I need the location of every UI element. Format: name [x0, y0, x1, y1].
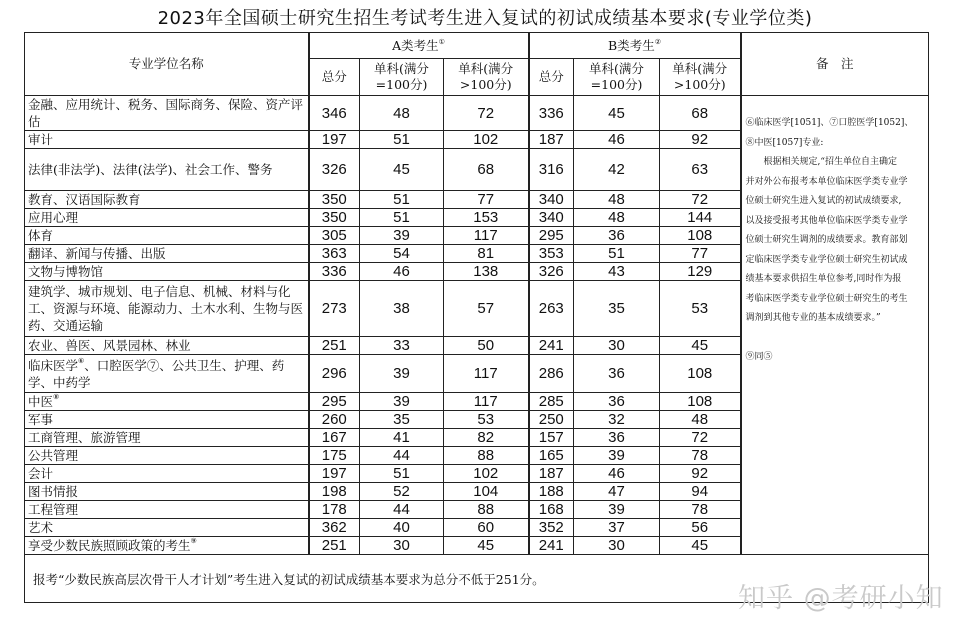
score-b-single-gt100: 63: [660, 149, 741, 191]
score-b-single100: 47: [574, 483, 660, 501]
score-a-total: 198: [309, 483, 360, 501]
score-a-single-gt100: 82: [444, 429, 529, 447]
major-name: [25, 465, 309, 483]
score-a-single-gt100: 57: [444, 281, 529, 337]
header-group-a: A类考生①: [309, 33, 529, 59]
header-a-single-gt100: 单科(满分>100分): [444, 59, 529, 96]
score-table: [24, 32, 929, 603]
major-name: [25, 519, 309, 537]
remark-line: 并对外公布报考本单位临床医学类专业学: [745, 176, 908, 187]
major-name: [25, 411, 309, 429]
remark-line: [746, 329, 925, 349]
score-a-total: 296: [309, 355, 360, 393]
footnote-mark: ⑧: [53, 393, 60, 401]
score-b-single100: 46: [574, 131, 660, 149]
major-name: [25, 149, 309, 191]
score-a-total: 305: [309, 227, 360, 245]
score-b-total: 340: [529, 209, 574, 227]
score-a-single-gt100: 60: [444, 519, 529, 537]
major-name-text: 工程管理: [28, 502, 79, 517]
score-a-total: 175: [309, 447, 360, 465]
remark-line: 根据相关规定,“招生单位自主确定: [745, 157, 897, 167]
major-name: [25, 227, 309, 245]
score-a-single100: 45: [360, 149, 444, 191]
score-a-total: 167: [309, 429, 360, 447]
score-a-total: 251: [309, 537, 360, 555]
score-b-single100: 48: [574, 191, 660, 209]
score-b-single100: 36: [574, 393, 660, 411]
score-a-single100: 39: [360, 227, 444, 245]
score-b-single-gt100: 108: [660, 393, 741, 411]
remark-line: 位硕士研究生调剂的成绩要求。教育部划: [745, 235, 908, 245]
score-b-total: 187: [529, 131, 574, 149]
score-a-single100: 35: [360, 411, 444, 429]
score-b-total: 295: [529, 227, 574, 245]
major-name: [25, 537, 309, 555]
score-a-total: 197: [309, 131, 360, 149]
major-name: [25, 209, 309, 227]
score-a-single100: 40: [360, 519, 444, 537]
header-b-total: 总分: [529, 59, 574, 96]
major-name: [25, 501, 309, 519]
score-b-single-gt100: 92: [660, 131, 741, 149]
major-name: [25, 337, 309, 355]
major-name-text: 会计: [28, 466, 54, 481]
major-name-text: 文物与博物馆: [28, 264, 104, 279]
score-b-total: 352: [529, 519, 574, 537]
major-name: [25, 355, 309, 393]
major-name: [25, 263, 309, 281]
score-b-single-gt100: 78: [660, 501, 741, 519]
score-b-total: 340: [529, 191, 574, 209]
score-a-total: 260: [309, 411, 360, 429]
major-name-text: 金融、应用统计、税务、国际商务、保险、资产评估: [28, 97, 304, 129]
score-b-single100: 46: [574, 465, 660, 483]
major-name-text: 中医: [28, 394, 54, 409]
score-b-single-gt100: 53: [660, 281, 741, 337]
score-a-single-gt100: 104: [444, 483, 529, 501]
major-name-text: 教育、汉语国际教育: [28, 192, 141, 207]
score-b-total: 188: [529, 483, 574, 501]
score-b-single-gt100: 108: [660, 355, 741, 393]
header-b-single-gt100: 单科(满分>100分): [660, 59, 741, 96]
score-a-total: 350: [309, 209, 360, 227]
remark-line: 定临床医学类专业学位硕士研究生初试成: [745, 254, 908, 265]
score-a-total: 363: [309, 245, 360, 263]
score-a-single-gt100: 81: [444, 245, 529, 263]
score-b-single100: 39: [574, 501, 660, 519]
score-a-total: 346: [309, 96, 360, 131]
score-a-single-gt100: 102: [444, 131, 529, 149]
score-b-single-gt100: 48: [660, 411, 741, 429]
remark-line: 考临床医学类专业学位硕士研究生的考生: [745, 293, 908, 304]
score-a-single100: 51: [360, 191, 444, 209]
score-b-total: 286: [529, 355, 574, 393]
table-row: [25, 96, 929, 131]
score-a-single-gt100: 117: [444, 355, 529, 393]
score-a-single-gt100: 88: [444, 501, 529, 519]
major-name: [25, 393, 309, 411]
score-b-single100: 36: [574, 429, 660, 447]
major-name-text: 体育: [28, 228, 54, 243]
score-b-single-gt100: 45: [660, 337, 741, 355]
major-name-text: 法律(非法学)、法律(法学)、社会工作、警务: [28, 162, 273, 177]
watermark: 知乎 @考研小知: [738, 583, 944, 614]
score-b-single100: 37: [574, 519, 660, 537]
score-b-total: 241: [529, 537, 574, 555]
major-name: [25, 483, 309, 501]
score-b-single-gt100: 94: [660, 483, 741, 501]
score-b-single100: 30: [574, 537, 660, 555]
score-a-single-gt100: 53: [444, 411, 529, 429]
score-a-single-gt100: 88: [444, 447, 529, 465]
score-a-total: 197: [309, 465, 360, 483]
major-name-suffix: 、口腔医学⑦、公共卫生、护理、药学、中药学: [28, 357, 285, 390]
score-b-total: 187: [529, 465, 574, 483]
header-b-single100: 单科(满分=100分): [574, 59, 660, 96]
header-group-b: B类考生②: [529, 33, 741, 59]
footnote-mark: ⑥: [78, 356, 85, 365]
score-b-single-gt100: 144: [660, 209, 741, 227]
score-b-single100: 43: [574, 263, 660, 281]
score-b-single-gt100: 72: [660, 429, 741, 447]
score-a-single100: 38: [360, 281, 444, 337]
score-a-single100: 52: [360, 483, 444, 501]
major-name-text: 翻译、新闻与传播、出版: [28, 246, 166, 261]
score-a-single-gt100: 117: [444, 393, 529, 411]
remark-line: 调剂到其他专业的基本成绩要求。”: [745, 313, 881, 323]
score-b-total: 316: [529, 149, 574, 191]
score-b-single-gt100: 72: [660, 191, 741, 209]
score-a-single100: 39: [360, 393, 444, 411]
score-a-single100: 39: [360, 355, 444, 393]
score-a-single100: 48: [360, 96, 444, 131]
major-name-text: 图书情报: [28, 484, 79, 499]
score-a-single-gt100: 77: [444, 191, 529, 209]
score-a-total: 295: [309, 393, 360, 411]
score-b-total: 165: [529, 447, 574, 465]
score-b-single-gt100: 129: [660, 263, 741, 281]
score-a-total: 273: [309, 281, 360, 337]
score-b-total: 336: [529, 96, 574, 131]
score-b-single-gt100: 92: [660, 465, 741, 483]
header-major-name: 专业学位名称: [25, 33, 309, 96]
major-name: [25, 245, 309, 263]
header-a-single100: 单科(满分=100分): [360, 59, 444, 96]
major-name-text: 享受少数民族照顾政策的考生: [28, 538, 191, 553]
score-a-single-gt100: 117: [444, 227, 529, 245]
score-b-single-gt100: 77: [660, 245, 741, 263]
score-b-total: 285: [529, 393, 574, 411]
major-name-text: 工商管理、旅游管理: [28, 430, 141, 445]
score-b-single100: 35: [574, 281, 660, 337]
score-b-single100: 32: [574, 411, 660, 429]
score-b-single100: 51: [574, 245, 660, 263]
score-a-total: 178: [309, 501, 360, 519]
score-a-single-gt100: 45: [444, 537, 529, 555]
score-b-single100: 36: [574, 227, 660, 245]
major-name-text: 审计: [28, 132, 54, 147]
major-name-text: 公共管理: [28, 448, 79, 463]
score-b-total: 241: [529, 337, 574, 355]
major-name-text: 农业、兽医、风景园林、林业: [28, 338, 191, 353]
score-b-total: 157: [529, 429, 574, 447]
score-a-total: 326: [309, 149, 360, 191]
score-a-single-gt100: 72: [444, 96, 529, 131]
score-b-total: 250: [529, 411, 574, 429]
major-name: [25, 131, 309, 149]
score-b-single100: 48: [574, 209, 660, 227]
header-remark: 备 注: [741, 33, 929, 96]
major-name-text: 艺术: [28, 520, 54, 535]
major-name-text: 军事: [28, 412, 54, 427]
major-name-text: 建筑学、城市规划、电子信息、机械、材料与化工、资源与环境、能源动力、土木水利、生物与医药、交通运输: [28, 284, 304, 333]
header-a-total: 总分: [309, 59, 360, 96]
score-a-single100: 46: [360, 263, 444, 281]
score-b-single100: 30: [574, 337, 660, 355]
score-a-single100: 41: [360, 429, 444, 447]
score-b-single-gt100: 56: [660, 519, 741, 537]
major-name: [25, 429, 309, 447]
remark-line: 位硕士研究生进入复试的初试成绩要求,: [745, 196, 902, 206]
score-b-single100: 39: [574, 447, 660, 465]
score-b-single-gt100: 78: [660, 447, 741, 465]
score-b-single100: 45: [574, 96, 660, 131]
score-a-single-gt100: 138: [444, 263, 529, 281]
score-a-single100: 33: [360, 337, 444, 355]
score-a-single100: 51: [360, 465, 444, 483]
remark-line: 绩基本要求供招生单位参考,同时作为报: [745, 274, 902, 284]
score-a-single100: 30: [360, 537, 444, 555]
score-b-total: 353: [529, 245, 574, 263]
major-name: [25, 96, 309, 131]
remark-line: ⑧中医[1057]专业:: [745, 137, 824, 148]
score-b-single100: 42: [574, 149, 660, 191]
major-name-text: 临床医学: [28, 357, 79, 373]
page-title: 2023年全国硕士研究生招生考试考生进入复试的初试成绩基本要求(专业学位类): [157, 8, 813, 29]
score-b-total: 263: [529, 281, 574, 337]
score-a-single100: 44: [360, 447, 444, 465]
remark-cell: [741, 96, 929, 555]
score-a-single-gt100: 68: [444, 149, 529, 191]
major-name: [25, 447, 309, 465]
score-a-total: 362: [309, 519, 360, 537]
score-a-single-gt100: 153: [444, 209, 529, 227]
remark-line: ⑨同⑤: [745, 352, 773, 362]
score-b-single100: 36: [574, 355, 660, 393]
footer-note: 报考“少数民族高层次骨干人才计划”考生进入复试的初试成绩基本要求为总分不低于251分。: [25, 555, 929, 603]
score-b-single-gt100: 45: [660, 537, 741, 555]
score-a-single100: 51: [360, 131, 444, 149]
major-name: [25, 281, 309, 337]
score-a-single100: 51: [360, 209, 444, 227]
remark-line: 以及接受报考其他单位临床医学类专业学: [745, 215, 908, 226]
score-a-total: 336: [309, 263, 360, 281]
score-b-total: 168: [529, 501, 574, 519]
major-name-text: 应用心理: [28, 210, 79, 225]
major-name: [25, 191, 309, 209]
score-b-total: 326: [529, 263, 574, 281]
score-a-total: 251: [309, 337, 360, 355]
score-b-single-gt100: 68: [660, 96, 741, 131]
score-a-total: 350: [309, 191, 360, 209]
score-a-single-gt100: 102: [444, 465, 529, 483]
remark-line: ⑥临床医学[1051]、⑦口腔医学[1052]、: [745, 118, 914, 128]
score-a-single100: 54: [360, 245, 444, 263]
score-a-single100: 44: [360, 501, 444, 519]
score-a-single-gt100: 50: [444, 337, 529, 355]
footnote-mark: ⑨: [190, 537, 197, 545]
score-b-single-gt100: 108: [660, 227, 741, 245]
